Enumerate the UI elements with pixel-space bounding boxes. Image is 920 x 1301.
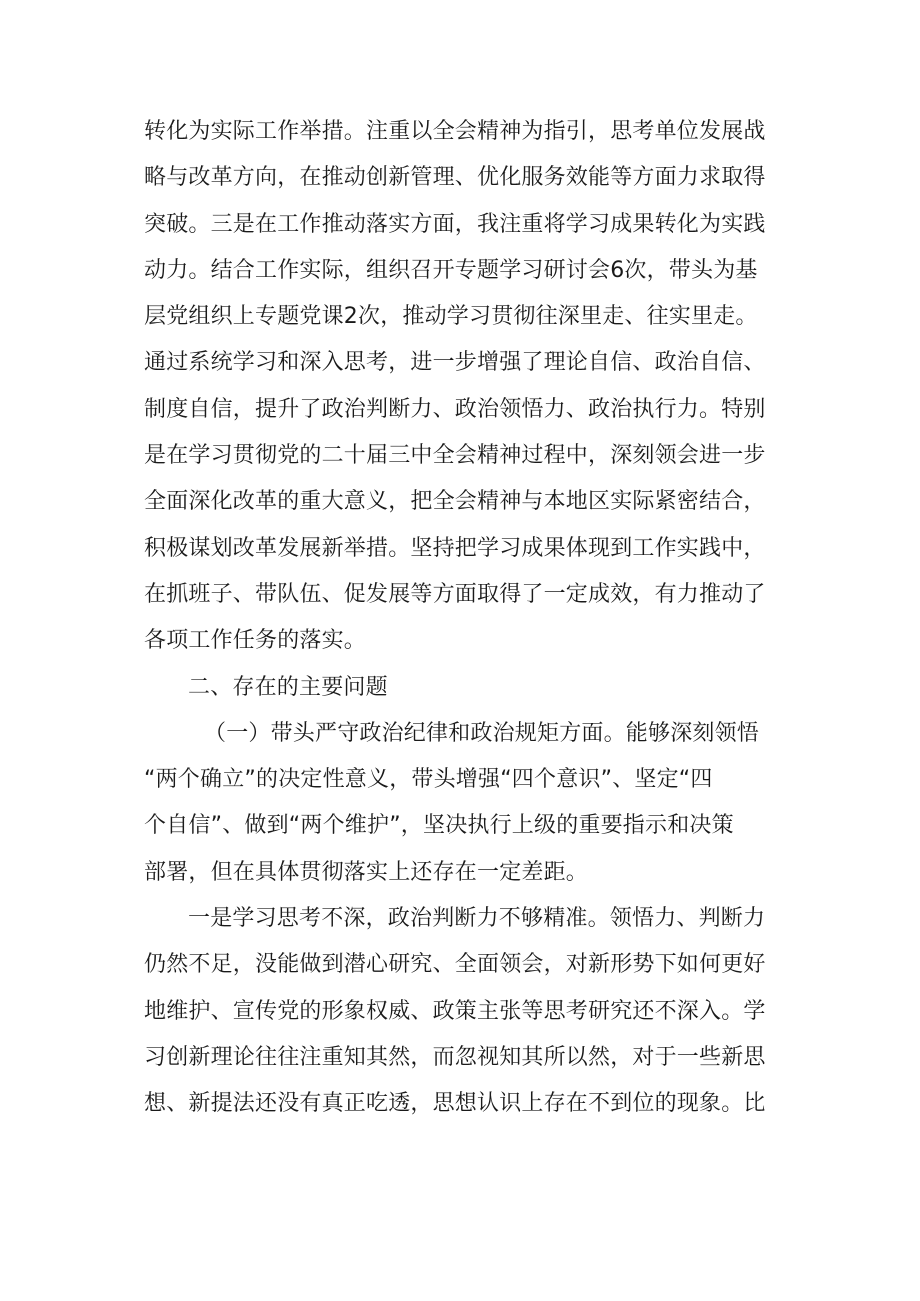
paragraph-line: “两个确立”的决定性意义，带头增强“四个意识”、坚定“四 xyxy=(144,767,713,793)
paragraph-line: 转化为实际工作举措。注重以全会精神为指引，思考单位发展战 xyxy=(144,119,766,144)
paragraph-line: 动力。结合工作实际，组织召开专题学习研讨会6次，带头为基 xyxy=(144,257,758,283)
paragraph-line: 地维护、宣传党的形象权威、政策主张等思考研究还不深入。学 xyxy=(144,998,766,1024)
paragraph-line: 在抓班子、带队伍、促发展等方面取得了一定成效，有力推动了 xyxy=(144,581,766,607)
subsection-heading-line: （一）带头严守政治纪律和政治规矩方面。能够深刻领悟 xyxy=(204,720,760,746)
paragraph-line: 仍然不足，没能做到潜心研究、全面领会，对新形势下如何更好 xyxy=(144,952,766,978)
paragraph-first-line: 一是学习思考不深，政治判断力不够精准。领悟力、判断力 xyxy=(188,906,766,932)
paragraph-line: 部署，但在具体贯彻落实上还存在一定差距。 xyxy=(144,859,589,885)
paragraph-line: 各项工作任务的落实。 xyxy=(144,628,367,654)
document-body xyxy=(144,109,784,1128)
paragraph-line: 是在学习贯彻党的二十届三中全会精神过程中，深刻领会进一步 xyxy=(144,443,766,469)
paragraph-line: 略与改革方向，在推动创新管理、优化服务效能等方面力求取得 xyxy=(144,165,766,191)
paragraph-line: 积极谋划改革发展新举措。坚持把学习成果体现到工作实践中， xyxy=(144,535,766,561)
section-heading: 二、存在的主要问题 xyxy=(188,674,388,700)
paragraph-line: 制度自信，提升了政治判断力、政治领悟力、政治执行力。特别 xyxy=(144,396,766,422)
paragraph-line: 习创新理论往往注重知其然，而忽视知其所以然，对于一些新思 xyxy=(144,1044,766,1070)
paragraph-line: 通过系统学习和深入思考，进一步增强了理论自信、政治自信、 xyxy=(144,350,766,376)
paragraph-line: 想、新提法还没有真正吃透，思想认识上存在不到位的现象。比 xyxy=(144,1091,766,1117)
paragraph-line: 个自信”、做到“两个维护”，坚决执行上级的重要指示和决策 xyxy=(144,813,734,839)
paragraph-line: 突破。三是在工作推动落实方面，我注重将学习成果转化为实践 xyxy=(144,211,766,237)
paragraph-line: 全面深化改革的重大意义，把全会精神与本地区实际紧密结合， xyxy=(144,489,766,515)
paragraph-line: 层党组织上专题党课2次，推动学习贯彻往深里走、往实里走。 xyxy=(144,304,758,330)
